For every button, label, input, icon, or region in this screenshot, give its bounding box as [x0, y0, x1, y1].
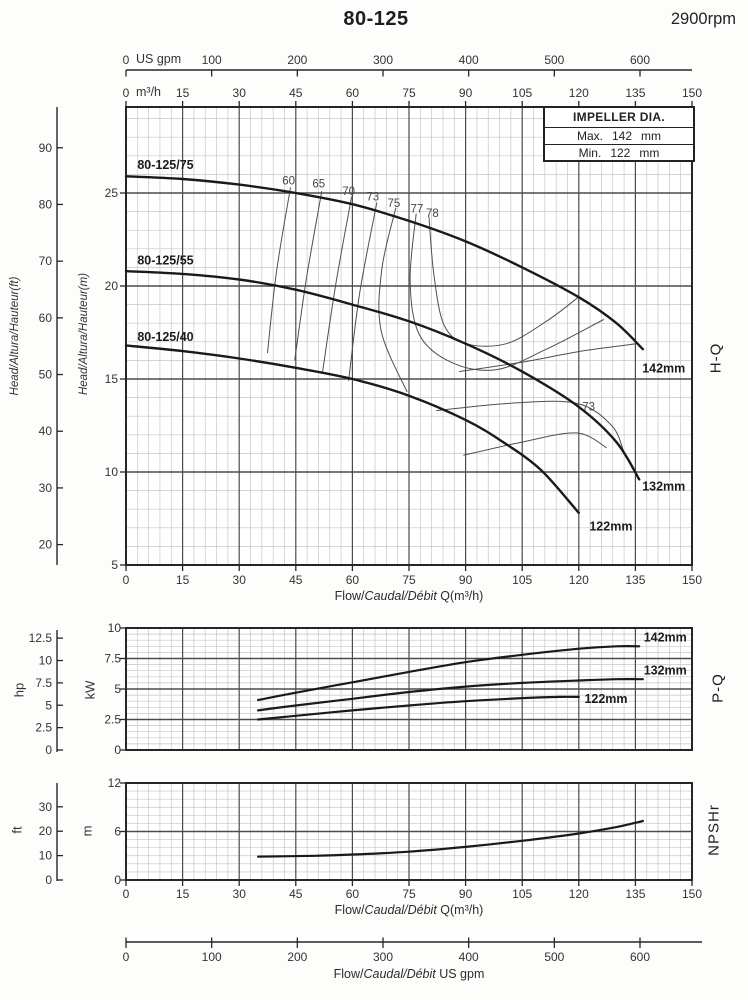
npsh-x-tick-label: 90: [458, 887, 473, 901]
curve-label: 80-125/55: [137, 253, 194, 268]
head-ft-axis-title: Head/Altura/Hauteur(ft): [9, 276, 21, 396]
efficiency-label: 73: [366, 191, 380, 204]
m3h-top-tick-label: 150: [681, 86, 703, 100]
main-x-tick-label: 135: [625, 573, 646, 587]
gpm-bottom-tick-label: 0: [122, 950, 130, 964]
npsh-m-tick-label: 6: [114, 824, 121, 839]
m3h-top-tick-label: 15: [175, 86, 190, 100]
head-ft-tick-label: 70: [38, 254, 52, 269]
impeller-min-unit: mm: [639, 146, 660, 160]
impeller-max-unit: mm: [641, 129, 662, 143]
head-ft-tick-label: 30: [38, 480, 52, 495]
gpm-bottom-tick-label: 200: [287, 950, 308, 964]
hp-tick-label: 2.5: [35, 720, 52, 735]
impeller-max-row: [545, 127, 693, 144]
main-x-tick-label: 0: [122, 573, 130, 587]
curve-label: 132mm: [642, 479, 686, 494]
gpm-top-tick-label: 200: [287, 53, 308, 67]
main-flow-axis-title: Flow/Caudal/Débit Q(m³/h): [334, 589, 484, 603]
m3h-top-tick-label: 30: [232, 86, 246, 100]
gpm-top-tick-label: 600: [629, 53, 651, 67]
npsh-ft-tick-label: 20: [38, 824, 52, 839]
efficiency-label: 60: [282, 175, 296, 188]
m3h-top-tick-label: 135: [625, 86, 646, 100]
efficiency-label: 70: [342, 185, 356, 198]
gpm-bottom-tick-label: 100: [201, 950, 222, 964]
efficiency-label: 75: [387, 197, 401, 210]
main-x-tick-label: 105: [512, 573, 533, 587]
npsh-m-tick-label: 12: [107, 776, 121, 791]
npsh-x-tick-label: 105: [512, 887, 533, 901]
kw-tick-label: 0: [114, 743, 121, 757]
m3h-top-tick-label: 105: [512, 86, 533, 100]
m3h-top-tick-label: 90: [458, 86, 473, 100]
npsh-x-tick-label: 30: [232, 887, 246, 901]
hp-tick-label: 10: [38, 653, 52, 668]
main-x-tick-label: 45: [289, 573, 303, 587]
head-ft-tick-label: 60: [38, 310, 52, 325]
npsh-x-tick-label: 15: [175, 887, 190, 901]
head-m-tick-label: 15: [104, 372, 118, 386]
m3h-top-tick-label: 60: [345, 86, 360, 100]
m3h-top-tick-label: 120: [568, 86, 589, 100]
npsh-ft-tick-label: 10: [38, 848, 52, 863]
gpm-flow-axis-title: Flow/Caudal/Débit US gpm: [333, 967, 485, 981]
curve-label: 132mm: [643, 663, 687, 678]
m3h-top-tick-label: 45: [289, 86, 303, 100]
impeller-min-row: [545, 144, 693, 161]
main-x-tick-label: 120: [568, 573, 589, 587]
hp-tick-label: 0: [45, 743, 52, 757]
hp-tick-label: 7.5: [35, 675, 52, 690]
head-m-axis-title: Head/Altura/Hauteur(m): [78, 272, 90, 396]
hp-tick-label: 5: [45, 698, 52, 713]
kw-tick-label: 5: [114, 682, 121, 696]
gpm-bottom-tick-label: 500: [544, 950, 565, 964]
npsh-ft-tick-label: 0: [45, 873, 52, 887]
hp-tick-label: 12.5: [28, 631, 52, 646]
impeller-max-label: Max.: [576, 129, 603, 143]
npsh-m-axis-title: m: [79, 825, 95, 837]
npshr-section-label: NPSHr: [705, 804, 723, 856]
npsh-ft-tick-label: 30: [38, 799, 52, 814]
npsh-x-tick-label: 120: [568, 887, 589, 901]
impeller-dia-box: [543, 106, 695, 162]
head-ft-tick-label: 20: [38, 537, 52, 552]
pq-section-label: P-Q: [709, 673, 727, 703]
curve-label: 80-125/75: [137, 157, 194, 172]
main-x-tick-label: 150: [681, 573, 703, 587]
head-m-tick-label: 20: [104, 279, 118, 293]
head-ft-tick-label: 40: [38, 424, 52, 439]
npsh-flow-axis-title: Flow/Caudal/Débit Q(m³/h): [334, 903, 484, 917]
m3h-unit-label: m³/h: [136, 85, 161, 99]
impeller-min-value: 122: [610, 146, 631, 160]
hq-section-label: H-Q: [707, 342, 725, 374]
impeller-dia-header: IMPELLER DIA.: [573, 110, 665, 124]
gpm-top-tick-label: 0: [122, 53, 130, 67]
npsh-x-tick-label: 150: [681, 887, 703, 901]
gpm-top-tick-label: 100: [201, 53, 222, 67]
efficiency-label: 78: [425, 208, 439, 221]
curve-label: 122mm: [589, 519, 633, 534]
gpm-top-tick-label: 500: [544, 53, 565, 67]
m3h-top-tick-label: 75: [402, 86, 416, 100]
head-ft-tick-label: 50: [38, 367, 52, 382]
main-x-tick-label: 75: [402, 573, 416, 587]
npsh-x-tick-label: 0: [122, 887, 130, 901]
gpm-bottom-tick-label: 600: [629, 950, 651, 964]
rpm-label: 2900rpm: [670, 10, 736, 28]
npsh-x-tick-label: 135: [625, 887, 646, 901]
gpm-top-tick-label: 300: [372, 53, 394, 67]
kw-tick-label: 2.5: [104, 712, 121, 727]
head-ft-tick-label: 80: [38, 197, 52, 212]
impeller-max-value: 142: [611, 129, 633, 143]
head-m-tick-label: 25: [104, 186, 118, 200]
npsh-x-tick-label: 60: [345, 887, 360, 901]
m3h-top-tick-label: 0: [122, 86, 130, 100]
curve-label: 142mm: [642, 361, 686, 376]
head-m-tick-label: 10: [104, 465, 118, 479]
main-x-tick-label: 90: [458, 573, 473, 587]
gpm-bottom-tick-label: 300: [372, 950, 394, 964]
gpm-unit-label: US gpm: [136, 52, 182, 66]
efficiency-label: 73: [582, 401, 596, 414]
kw-tick-label: 10: [107, 621, 121, 635]
efficiency-label: 77: [410, 203, 424, 216]
impeller-min-label: Min.: [578, 146, 602, 160]
curve-label: 122mm: [584, 692, 628, 707]
kw-axis-title: kW: [82, 680, 98, 700]
curve-label: 142mm: [643, 630, 687, 645]
npsh-m-tick-label: 0: [114, 873, 121, 887]
kw-tick-label: 7.5: [104, 651, 121, 666]
main-x-tick-label: 30: [232, 573, 246, 587]
page-title: 80-125: [343, 8, 409, 30]
gpm-top-tick-label: 400: [458, 53, 479, 67]
main-x-tick-label: 60: [345, 573, 360, 587]
curve-label: 80-125/40: [137, 329, 194, 344]
efficiency-label: 65: [312, 178, 326, 191]
head-m-tick-label: 5: [111, 558, 118, 572]
npsh-x-tick-label: 45: [289, 887, 303, 901]
gpm-bottom-tick-label: 400: [458, 950, 479, 964]
head-ft-tick-label: 90: [38, 140, 52, 155]
npsh-x-tick-label: 75: [402, 887, 416, 901]
main-x-tick-label: 15: [175, 573, 190, 587]
npsh-ft-axis-title: ft: [9, 826, 25, 834]
hp-axis-title: hp: [11, 682, 27, 698]
